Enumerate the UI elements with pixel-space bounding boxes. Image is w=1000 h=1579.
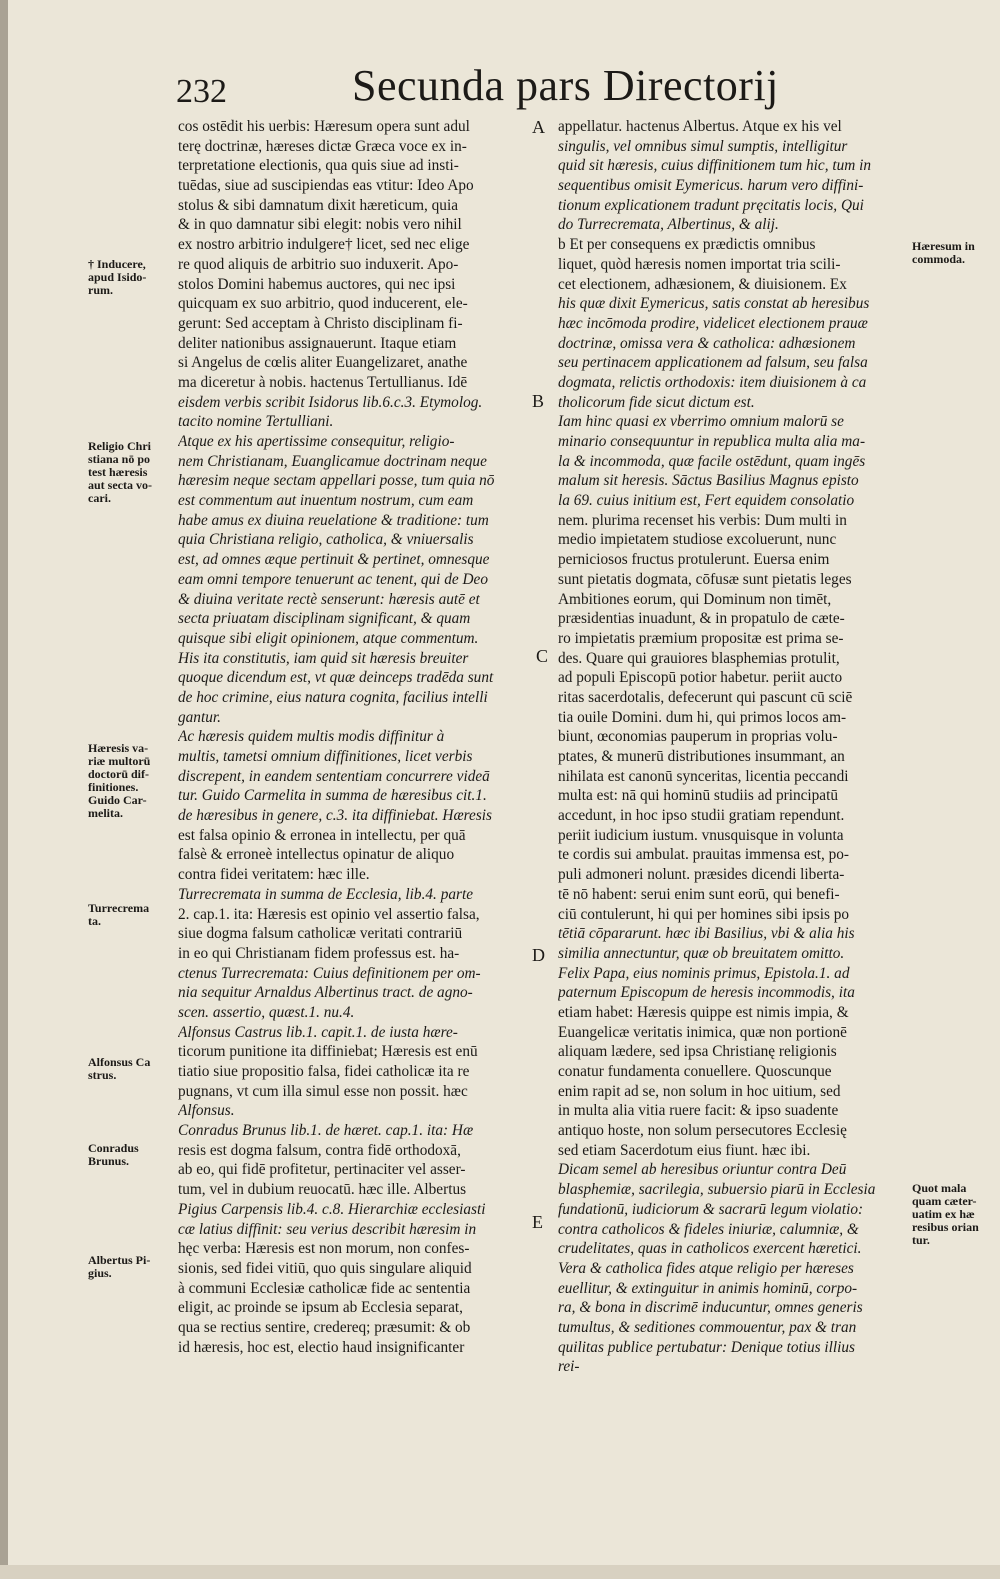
left-column-line: qua se rectius sentire, credereq; præsumit: & ob (178, 1318, 471, 1336)
margin-note-line: Alfonsus Ca (88, 1055, 151, 1069)
left-column-line: Pigius Carpensis lib.4. c.8. Hierarchiæ ecclesiasti (178, 1200, 486, 1218)
margin-note-quot-mala (912, 1182, 1000, 1247)
left-column-line: ticorum punitione ita diffiniebat; Hæresis est enū (178, 1043, 478, 1061)
left-column-line: eisdem verbis scribit Isidorus lib.6.c.3. Etymolog. (178, 393, 483, 411)
right-column-line: quid sit hæresis, cuius diffinitionem tum hic, tum in (558, 157, 872, 175)
left-column-line: tacito nomine Tertulliani. (178, 413, 334, 431)
right-column-line: la 69. cuius initium est, Fert equidem consolatio (558, 492, 855, 510)
margin-note-haeresis-definitiones (88, 742, 176, 820)
left-column-line: hæresim neque sectam appellari posse, tum quia nō (178, 472, 495, 490)
right-column-line: hæc incōmoda prodire, videlicet electionem prauæ (558, 314, 868, 332)
margin-note-line: Guido Car- (88, 793, 147, 807)
left-column-line: Turrecremata in summa de Ecclesia, lib.4. parte (178, 885, 473, 903)
left-column-line: Alfonsus Castrus lib.1. capit.1. de iusta hære- (178, 1023, 458, 1041)
right-column-line: his quæ dixit Eymericus, satis constat ab heresibus (558, 295, 870, 313)
right-column-line: puli admoneri nolunt. præsides dicendi liberta- (558, 866, 845, 884)
right-column-line: dogmata, relictis orthodoxis: item diuisionem à ca (558, 373, 867, 391)
right-column-line: accedunt, in hoc ipso studii gratiam rependunt. (558, 807, 845, 825)
right-column-line: euellitur, & extinguitur in animis hominū, corpo- (558, 1279, 858, 1297)
margin-note-line: † Inducere, (88, 257, 146, 271)
margin-note-line: aut secta vo- (88, 478, 152, 492)
left-column-line: & diuina veritate rectè senserunt: hæresis autē et (178, 590, 480, 608)
left-column-line: est, ad omnes æque pertinuit & pertinet, omnesque (178, 551, 490, 569)
left-column-line: re quod aliquis de arbitrio suo induxerit. Apo- (178, 255, 459, 273)
left-column-line: multis, tametsi omnium diffinitiones, licet verbis (178, 748, 473, 765)
right-column-line: sequentibus omisit Eymericus. harum vero diffini- (558, 177, 864, 195)
section-letter-d: D (532, 945, 545, 965)
page-number: 232 (176, 73, 227, 110)
margin-note-inducere (88, 258, 176, 297)
margin-note-line: Quot mala (912, 1181, 967, 1195)
margin-note-line: quam cæter- (912, 1194, 977, 1208)
margin-note-alfonsus-castrus (88, 1056, 176, 1082)
margin-note-religio-christiana (88, 440, 176, 505)
margin-note-line: doctorū dif- (88, 767, 149, 781)
page-bottom-edge (0, 1565, 1000, 1579)
right-column-line: tholicorum fide sicut dictum est. (558, 393, 755, 411)
right-column-line: ritas sacerdotalis, defecerunt qui pascunt cū sciē (558, 688, 853, 706)
left-column-line: cos ostēdit his uerbis: Hæresum opera sunt adul (178, 118, 470, 135)
right-column-line: contra catholicos & fideles iniuriæ, calumniæ, & (558, 1220, 859, 1238)
left-column-line: quicquam ex suo arbitrio, quod inducerent, ele- (178, 295, 468, 313)
left-column-line: His ita constitutis, iam quid sit hæresis breuiter (178, 649, 469, 667)
right-column-line: des. Quare qui grauiores blasphemias protulit, (558, 649, 840, 667)
right-column-line: tumultus, & seditiones commouentur, pax & tran (558, 1318, 857, 1336)
margin-note-line: resibus orian (912, 1220, 979, 1234)
right-column-line: tia ouile Domini. dum hi, qui primos locos am- (558, 708, 847, 726)
left-column-line: ex nostro arbitrio indulgere† licet, sed nec elige (178, 236, 470, 254)
right-column-line: fundationū, iudiciorum & sacrarū legum violatio: (558, 1200, 864, 1218)
section-letter-a: A (532, 117, 545, 137)
margin-note-line: cari. (88, 491, 111, 505)
left-column-line: siue dogma falsum catholicæ veritati contrariū (178, 925, 463, 943)
margin-note-line: Albertus Pi- (88, 1253, 151, 1267)
left-column-line: falsè & erroneè intellectus opinatur de aliquo (178, 846, 455, 864)
left-column-line: tuēdas, siue ad suscipiendas eas vtitur: Ideo Apo (178, 177, 474, 195)
right-column-line: Dicam semel ab heresibus oriuntur contra Deū (558, 1161, 847, 1179)
right-column-line: te cordis sui ambulat. prauitas immensa est, po- (558, 846, 849, 864)
left-column-line: de hæresibus in genere, c.3. ita diffiniebat. Hæresis (178, 807, 492, 825)
right-column-line: nem. plurima recenset his verbis: Dum multi in (558, 511, 847, 529)
margin-note-haeresum-incommoda (912, 240, 1000, 266)
margin-note-line: rum. (88, 283, 113, 297)
left-column-line: eam omni tempore tenuerunt ac tenent, qui de Deo (178, 570, 488, 588)
margin-note-line: Turrecrema (88, 901, 150, 915)
right-column-line: tionum explicationem tradunt pręcitatis locis, Qui (558, 196, 864, 214)
right-column-line: rei- (558, 1358, 580, 1376)
margin-note-conradus-brunus (88, 1142, 176, 1168)
section-letter-c: C (536, 646, 549, 666)
margin-note-line: ta. (88, 914, 101, 928)
right-column-line: doctrinæ, omissa vera & catholica: adhæsionem (558, 334, 856, 352)
right-column-line: ptates, & munerū distributiones insummant, an (558, 748, 845, 765)
margin-note-line: stiana nō po (88, 452, 151, 466)
left-column-line: in eo qui Christianam fidem professus est. ha- (178, 944, 460, 962)
margin-note-albertus-pigius (88, 1254, 176, 1280)
left-column-line: contra fidei veritatem: hæc ille. (178, 866, 370, 884)
left-column-line: habe amus ex diuina reuelatione & traditione: tum (178, 511, 489, 529)
right-column-line: tētiā cōpararunt. hæc ibi Basilius, vbi & alia his (558, 925, 855, 943)
left-column-line: 2. cap.1. ita: Hæresis est opinio vel assertio falsa, (178, 905, 480, 923)
right-column-line: periit iudicium iustum. vnusquisque in volunta (558, 826, 844, 844)
right-column-line: conatur fundamenta conuellere. Quoscunque (558, 1063, 832, 1080)
left-column-line: ma diceretur à nobis. hactenus Tertullianus. Idē (178, 373, 468, 391)
right-column-line: sed etiam Sacerdotum eius fiunt. hæc ibi. (558, 1141, 811, 1159)
right-column-line: liquet, quòd hæresis nomen importat tria scili- (558, 255, 841, 273)
margin-note-line: Hæresum in (912, 239, 975, 253)
left-column-line: Alfonsus. (178, 1102, 235, 1120)
margin-note-line: commoda. (912, 252, 965, 266)
left-column-line: quisque sibi eligit opinionem, atque commentum. (178, 629, 479, 647)
right-column-line: aliquam lædere, sed ipsa Christianę religionis (558, 1043, 837, 1061)
margin-note-line: Hæresis va- (88, 741, 149, 755)
page-gutter-shadow (0, 0, 8, 1579)
left-column-line: est falsa opinio & erronea in intellectu, per quā (178, 826, 466, 844)
left-column-line: discrepent, in eandem sententiam concurrere videā (178, 767, 490, 785)
right-column-line: malum sit heresis. Sāctus Basilius Magnus episto (558, 472, 859, 490)
right-column-line: in multa alia vitia ruere facit: & ipso suadente (558, 1102, 839, 1120)
right-column-line: similia annectuntur, quæ ob breuitatem omitto. (558, 944, 845, 962)
right-column-line: do Turrecremata, Albertinus, & alij. (558, 216, 779, 234)
right-column-line: appellatur. hactenus Albertus. Atque ex his vel (558, 118, 842, 135)
right-column-line: cet electionem, adhæsionem, & diuisionem. Ex (558, 275, 847, 293)
margin-note-line: tur. (912, 1233, 930, 1247)
left-column-line: cæ latius diffinit: seu verius describit hæresim in (178, 1220, 477, 1238)
right-column-line: Iam hinc quasi ex vberrimo omnium malorū se (558, 413, 844, 431)
left-column-line: ab eo, qui fidē profitetur, pertinaciter vel asser- (178, 1161, 466, 1179)
left-column-line: nia sequitur Arnaldus Albertinus tract. de agno- (178, 984, 473, 1002)
left-column-line: terpretatione electionis, qua quis siue ad insti- (178, 157, 459, 175)
left-column-line: est commentum aut inuentum nostrum, cum eam (178, 492, 474, 510)
left-column-line: & in quo damnatur sibi elegit: nobis vero nihil (178, 216, 462, 234)
left-column-line: quia Christiana religio, catholica, & vniuersalis (178, 531, 474, 549)
left-column-line: terę doctrinæ, hæreses dictæ Græca voce ex in- (178, 137, 467, 155)
margin-note-line: uatim ex hæ (912, 1207, 975, 1221)
right-column-line: ad populi Episcopū potior habetur. periit aucto (558, 669, 843, 687)
right-column-line: seu pertinacem applicationem ad falsum, seu falsa (558, 354, 868, 372)
right-column-line: la & incommoda, quæ facile ostēdunt, quam ingēs (558, 452, 866, 470)
left-column-line: id hæresis, hoc est, electio haud insignificanter (178, 1338, 465, 1356)
right-column-line: sunt pietatis dogmata, cōfusæ sunt pietatis leges (558, 570, 852, 588)
right-column-line: enim rapit ad se, non solum in hoc uitium, sed (558, 1082, 841, 1100)
right-text-column (558, 117, 908, 1377)
section-letter-e: E (532, 1212, 543, 1232)
margin-note-line: apud Isido- (88, 270, 147, 284)
right-column-line: multa est: nā qui hominū studiis ad principatū (558, 787, 838, 805)
left-column-line: à communi Ecclesiæ catholicæ fide ac sententia (178, 1279, 471, 1297)
left-column-line: Ac hæresis quidem multis modis diffinitur à (178, 728, 445, 746)
right-column-line: Euangelicæ veritatis inimica, quæ non portionē (558, 1023, 847, 1041)
right-column-line: minario consequuntur in republica multa alia ma- (558, 433, 866, 450)
left-column-line: ctenus Turrecremata: Cuius definitionem per om- (178, 964, 481, 982)
left-column-line: secta priuatam disciplinam significant, & quam (178, 610, 471, 628)
left-column-line: tur. Guido Carmelita in summa de hæresibus cit.1. (178, 787, 487, 805)
left-column-line: pugnans, vt cum illa simul esse non possit. hæc (178, 1082, 468, 1100)
left-column-line: Conradus Brunus lib.1. de hæret. cap.1. ita: Hæ (178, 1122, 474, 1140)
right-column-line: Vera & catholica fides atque religio per hæreses (558, 1259, 854, 1277)
right-column-line: crudelitates, quas in catholicos exercent hæretici. (558, 1240, 862, 1258)
margin-note-line: Conradus (88, 1141, 139, 1155)
section-letter-b: B (532, 391, 545, 411)
right-column-line: blasphemiæ, sacrilegia, subuersio piarū in Ecclesia (558, 1181, 876, 1199)
left-column-line: gerunt: Sed acceptam à Christo disciplinam fi- (178, 314, 463, 332)
right-column-line: etiam habet: Hæresis quippe est nimis impia, & (558, 1003, 849, 1021)
margin-note-line: melita. (88, 806, 123, 820)
margin-note-line: Religio Chri (88, 439, 151, 453)
right-column-line: paternum Episcopum de heresis incommodis, ita (558, 984, 855, 1002)
right-column-line: ciū contulerunt, hi qui per homines sibi ipsis po (558, 905, 850, 923)
margin-note-line: riæ multorū (88, 754, 151, 768)
left-text-column (178, 117, 528, 1357)
left-column-line: stolos Domini habemus auctores, qui nec ipsi (178, 275, 456, 293)
margin-note-line: strus. (88, 1068, 117, 1082)
right-column-line: tē nō habent: serui enim sunt eorū, qui benefi- (558, 885, 840, 903)
right-column-line: antiquo hoste, non solum persecutores Ecclesię (558, 1122, 847, 1140)
right-column-line: quilitas publice pertubatur: Denique totius illius (558, 1338, 855, 1356)
left-column-line: gantur. (178, 708, 221, 726)
margin-note-line: test hæresis (88, 465, 148, 479)
right-column-line: singulis, vel omnibus simul sumptis, intelligitur (558, 137, 848, 155)
margin-note-line: Brunus. (88, 1154, 130, 1168)
running-title: Secunda pars Directorij (352, 61, 779, 110)
right-column-line: Felix Papa, eius nominis primus, Epistola.1. ad (558, 964, 850, 982)
margin-note-line: finitiones. (88, 780, 139, 794)
left-column-line: scen. assertio, quæst.1. nu.4. (178, 1003, 355, 1021)
right-column-line: Ambitiones eorum, qui Dominum non timēt, (558, 590, 832, 608)
left-column-line: de hoc crimine, eius natura cognita, facilius intelli (178, 688, 488, 706)
left-column-line: eligit, ac proinde se ipsum ab Ecclesia separat, (178, 1299, 464, 1317)
right-column-line: ra, & bona in discrimē inducuntur, omnes generis (558, 1299, 863, 1317)
left-column-line: tum, vel in dubium reuocatū. hæc ille. Albertus (178, 1181, 467, 1199)
left-column-line: nem Christianam, Euanglicamue doctrinam neque (178, 452, 487, 470)
right-column-line: b Et per consequens ex prædictis omnibus (558, 236, 816, 254)
left-column-line: quoque dicendum est, vt quæ deinceps tradēda sunt (178, 669, 494, 687)
margin-note-turrecremata (88, 902, 176, 928)
right-column-line: ro impietatis præmium propositæ est prima se- (558, 629, 844, 647)
left-column-line: deliter nationibus assignauerunt. Itaque etiam (178, 334, 457, 352)
right-column-line: perniciosos fructus protulerunt. Euersa enim (558, 551, 830, 569)
left-column-line: hęc verba: Hæresis est non morum, non confes- (178, 1240, 470, 1258)
left-column-line: si Angelus de cœlis aliter Euangelizaret, anathe (178, 354, 468, 372)
right-column-line: præsidentias inuadunt, & in propatulo de cæte- (558, 610, 845, 628)
left-column-line: sionis, sed fidei vitiū, quo quis singulare aliquid (178, 1259, 472, 1277)
right-column-line: nihilata est canonū synceritas, licentia peccandi (558, 767, 849, 785)
left-column-line: resis est dogma falsum, contra fidē orthodoxā, (178, 1141, 461, 1159)
left-column-line: tiatio siue propositio falsa, fidei catholicæ ita re (178, 1063, 470, 1080)
right-column-line: medio impietatem studiose excoluerunt, nunc (558, 531, 837, 549)
left-column-line: Atque ex his apertissime consequitur, religio- (178, 433, 455, 450)
margin-note-line: gius. (88, 1266, 112, 1280)
left-column-line: stolus & sibi damnatum dixit hæreticum, quia (178, 196, 458, 214)
right-column-line: biunt, œconomias pauperum in proprias volu- (558, 728, 838, 746)
